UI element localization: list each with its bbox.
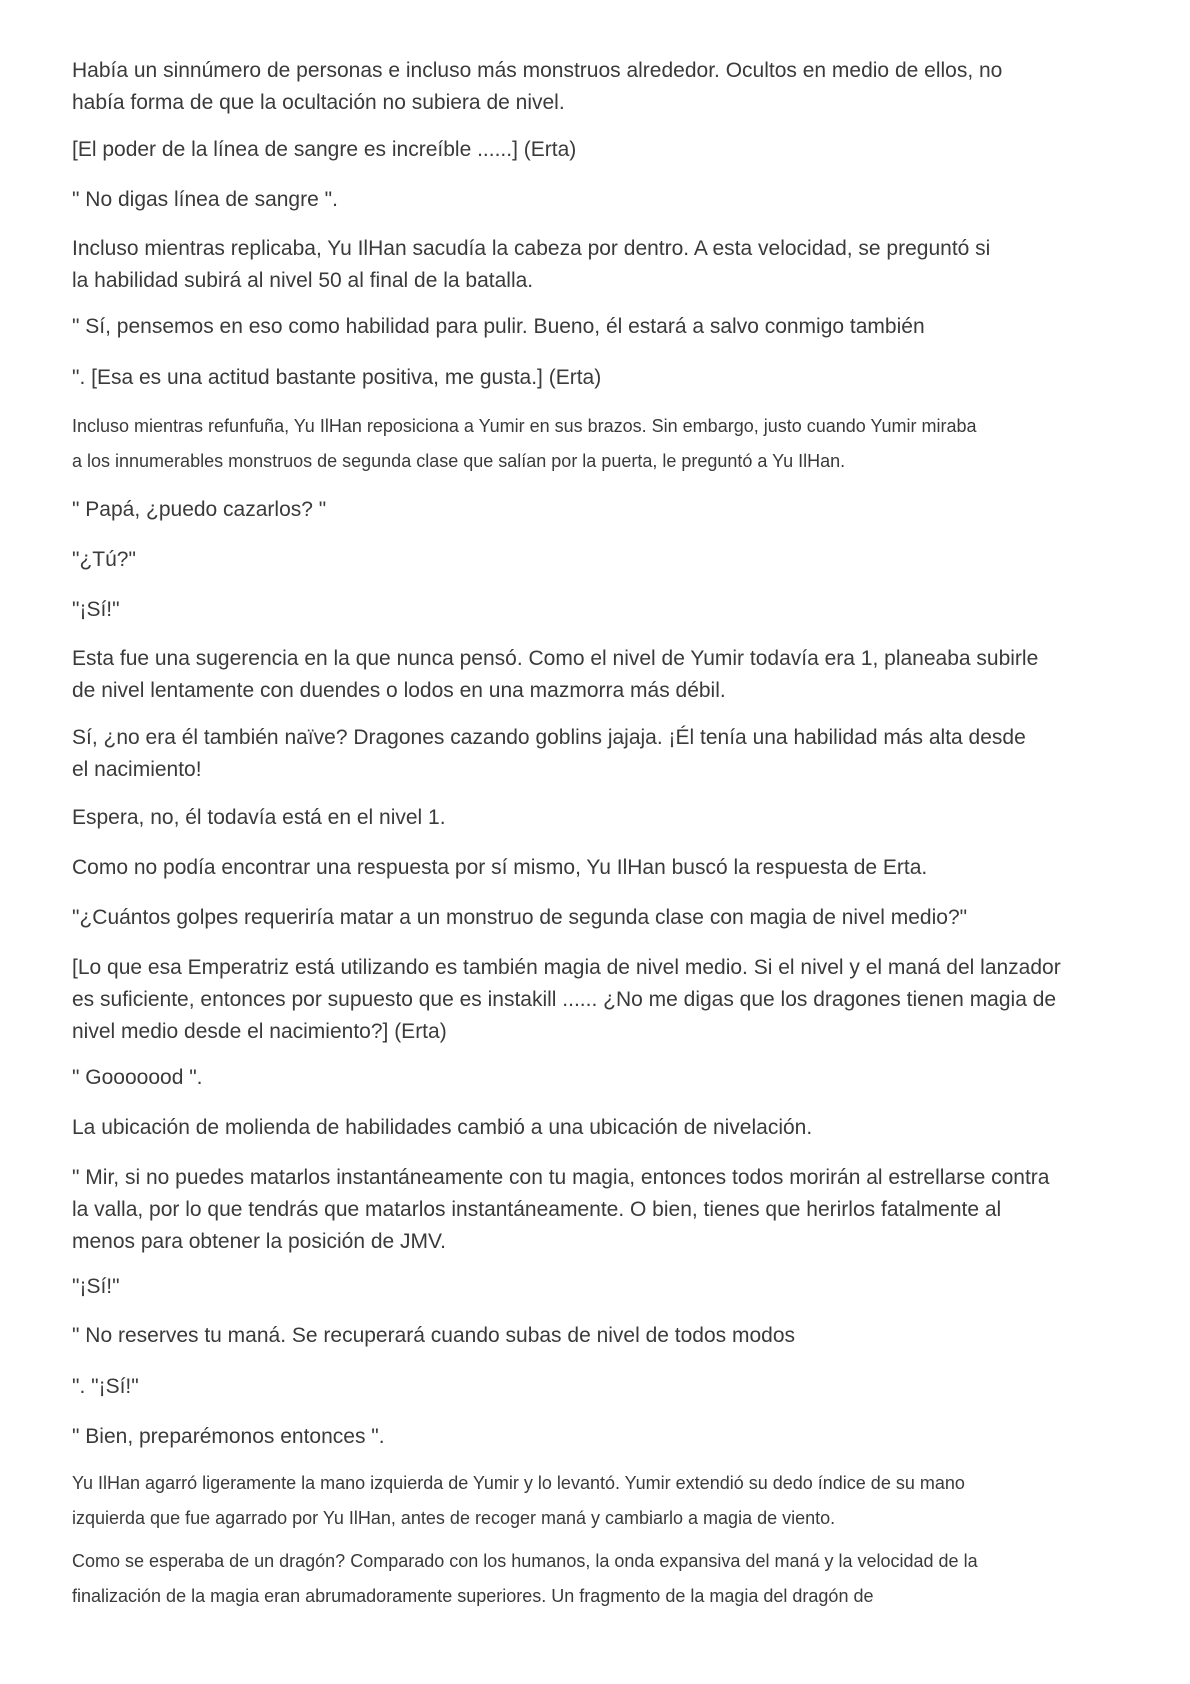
paragraph-7: Incluso mientras refunfuña, Yu IlHan reposiciona a Yumir en sus brazos. Sin embargo, justo cuando Yumir miraba a los innumerables monstruos de segunda clase que salían por la puerta, le preguntó a Yu IlHan. (72, 416, 977, 471)
paragraph-3: " No digas línea de sangre ". (72, 188, 338, 211)
paragraph-2: [El poder de la línea de sangre es increíble ......] (Erta) (72, 138, 577, 161)
paragraph-8: " Papá, ¿puedo cazarlos? " (72, 498, 327, 521)
paragraph-1: Había un sinnúmero de personas e incluso más monstruos alrededor. Ocultos en medio de ellos, no había forma de que la ocultación no subiera de nivel. (72, 59, 1003, 114)
paragraph-10: "¡Sí!" (72, 598, 120, 621)
paragraph-16: [Lo que esa Emperatriz está utilizando es también magia de nivel medio. Si el nivel y el maná del lanzador es suficiente, entonces por supuesto que es instakill ...... ¿No me digas que los dragones tienen magia de nivel medio desde el nacimiento?] (Erta) (72, 956, 1061, 1043)
paragraph-6: ". [Esa es una actitud bastante positiva, me gusta.] (Erta) (72, 366, 602, 389)
paragraph-15: "¿Cuántos golpes requeriría matar a un monstruo de segunda clase con magia de nivel medio?" (72, 906, 968, 929)
paragraph-12: Sí, ¿no era él también naïve? Dragones cazando goblins jajaja. ¡Él tenía una habilidad más alta desde el nacimiento! (72, 726, 1026, 781)
paragraph-21: " No reserves tu maná. Se recuperará cuando subas de nivel de todos modos (72, 1324, 796, 1347)
paragraph-22: ". "¡Sí!" (72, 1375, 139, 1398)
paragraph-20: "¡Sí!" (72, 1275, 120, 1298)
paragraph-9: "¿Tú?" (72, 548, 136, 571)
paragraph-23: " Bien, preparémonos entonces ". (72, 1425, 385, 1448)
paragraph-18: La ubicación de molienda de habilidades cambió a una ubicación de nivelación. (72, 1116, 813, 1139)
paragraph-14: Como no podía encontrar una respuesta por sí mismo, Yu IlHan buscó la respuesta de Erta. (72, 856, 928, 879)
paragraph-24: Yu IlHan agarró ligeramente la mano izquierda de Yumir y lo levantó. Yumir extendió su dedo índice de su mano izquierda que fue agarrado por Yu IlHan, antes de recoger maná y cambiarlo a magia de viento. (72, 1473, 965, 1528)
paragraph-19: " Mir, si no puedes matarlos instantáneamente con tu magia, entonces todos morirán al estrellarse contra la valla, por lo que tendrás que matarlos instantáneamente. O bien, tienes que herirlos fatalmente al menos para obtener la posición de JMV. (72, 1166, 1050, 1253)
paragraph-13: Espera, no, él todavía está en el nivel 1. (72, 806, 446, 829)
paragraph-4: Incluso mientras replicaba, Yu IlHan sacudía la cabeza por dentro. A esta velocidad, se preguntó si la habilidad subirá al nivel 50 al final de la batalla. (72, 237, 991, 292)
paragraph-17: " Gooooood ". (72, 1066, 203, 1089)
paragraph-25: Como se esperaba de un dragón? Comparado con los humanos, la onda expansiva del maná y la velocidad de la finalización de la magia eran abrumadoramente superiores. Un fragmento de la magia del dragón de (72, 1551, 978, 1606)
paragraph-11: Esta fue una sugerencia en la que nunca pensó. Como el nivel de Yumir todavía era 1, planeaba subirle de nivel lentamente con duendes o lodos en una mazmorra más débil. (72, 647, 1039, 702)
paragraph-5: " Sí, pensemos en eso como habilidad para pulir. Bueno, él estará a salvo conmigo también (72, 315, 925, 338)
